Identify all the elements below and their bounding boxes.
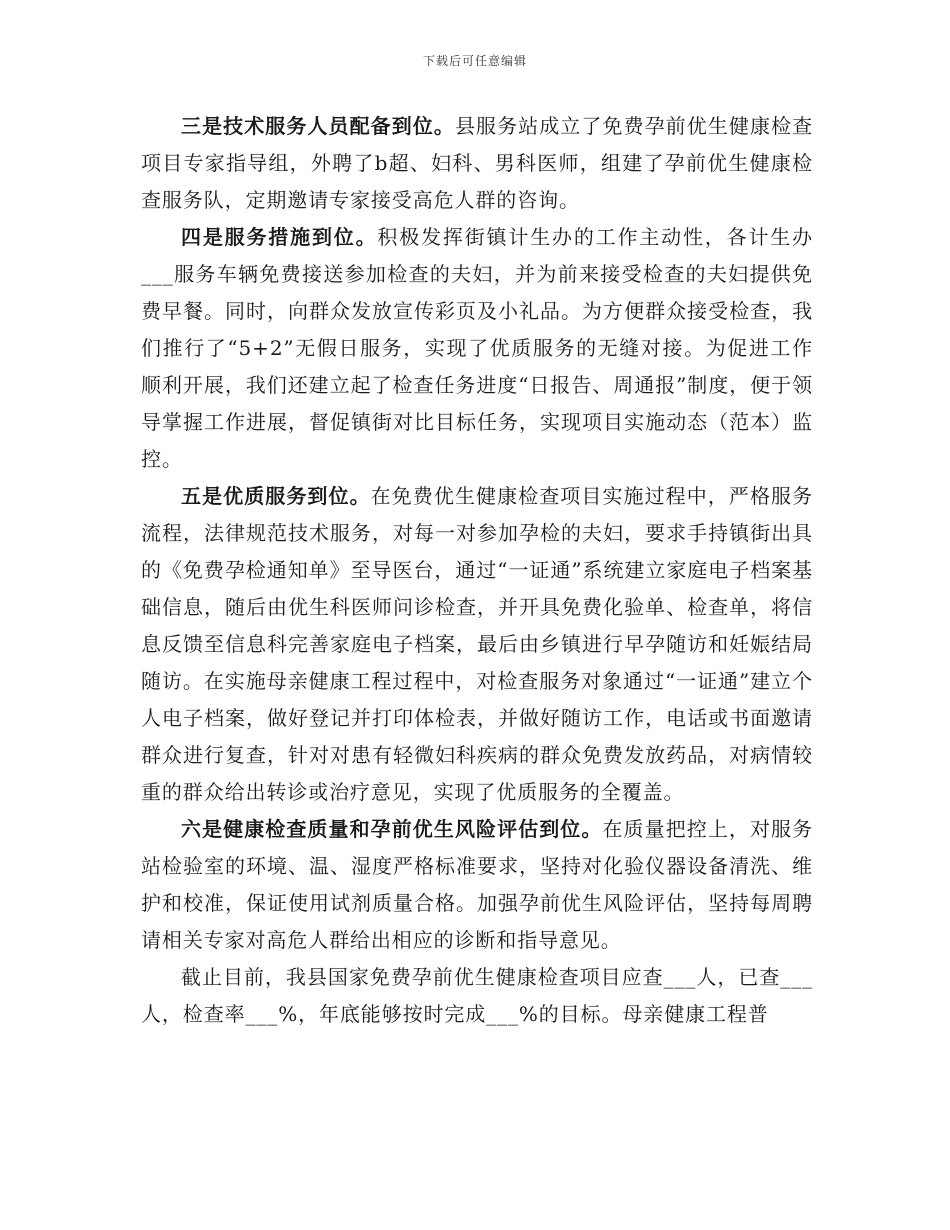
paragraph-heading: 四是服务措施到位。 [181,225,378,249]
paragraph-progress-summary [141,959,813,1033]
paragraph-text: 在质量把控上，对服务站检验室的环境、温、湿度严格标准要求，坚持对化验仪器设备清洗、维护和校准，保证使用试剂质量合格。加强孕前优生风险评估，坚持每周聘请相关专家对高危人群给出相应的诊断和指导意见。 [141,817,814,952]
paragraph-heading: 三是技术服务人员配备到位。 [181,114,455,138]
paragraph-health-check-quality [141,811,813,959]
page-header: 下载后可任意编辑 [422,54,527,68]
paragraph-tech-staff [141,108,813,219]
paragraph-text: 县服务站成立了免费孕前优生健康检查项目专家指导组，外聘了b超、妇科、男科医师，组建了孕前优生健康检查服务队，定期邀请专家接受高危人群的咨询。 [141,114,813,212]
document-body [141,108,813,1033]
paragraph-quality-service [141,478,813,811]
paragraph-text: 积极发挥街镇计生办的工作主动性，各计生办___服务车辆免费接送参加检查的夫妇，并为前来接受检查的夫妇提供免费早餐。同时，向群众发放宣传彩页及小礼品。为方便群众接受检查，我们推行了“5+2”无假日服务，实现了优质服务的无缝对接。为促进工作顺利开展，我们还建立起了检查任务进度“日报告、周通报”制度，便于领导掌握工作进展，督促镇街对比目标任务，实现项目实施动态（范本）监控。 [141,225,813,471]
paragraph-heading: 五是优质服务到位。 [181,484,371,508]
paragraph-text: 在免费优生健康检查项目实施过程中，严格服务流程，法律规范技术服务，对每一对参加孕检的夫妇，要求手持镇街出具的《免费孕检通知单》至导医台，通过“一证通”系统建立家庭电子档案基础信息，随后由优生科医师问诊检查，并开具免费化验单、检查单，将信息反馈至信息科完善家庭电子档案，最后由乡镇进行早孕随访和妊娠结局随访。在实施母亲健康工程过程中，对检查服务对象通过“一证通”建立个人电子档案，做好登记并打印体检表，并做好随访工作，电话或书面邀请群众进行复查，针对对患有轻微妇科疾病的群众免费发放药品，对病情较重的群众给出转诊或治疗意见，实现了优质服务的全覆盖。 [141,484,813,804]
paragraph-text: 截止目前，我县国家免费孕前优生健康检查项目应查___人，已查___人，检查率___%，年底能够按时完成___%的目标。母亲健康工程普 [141,965,813,1026]
paragraph-heading: 六是健康检查质量和孕前优生风险评估到位。 [181,817,603,841]
paragraph-service-measures [141,219,813,478]
